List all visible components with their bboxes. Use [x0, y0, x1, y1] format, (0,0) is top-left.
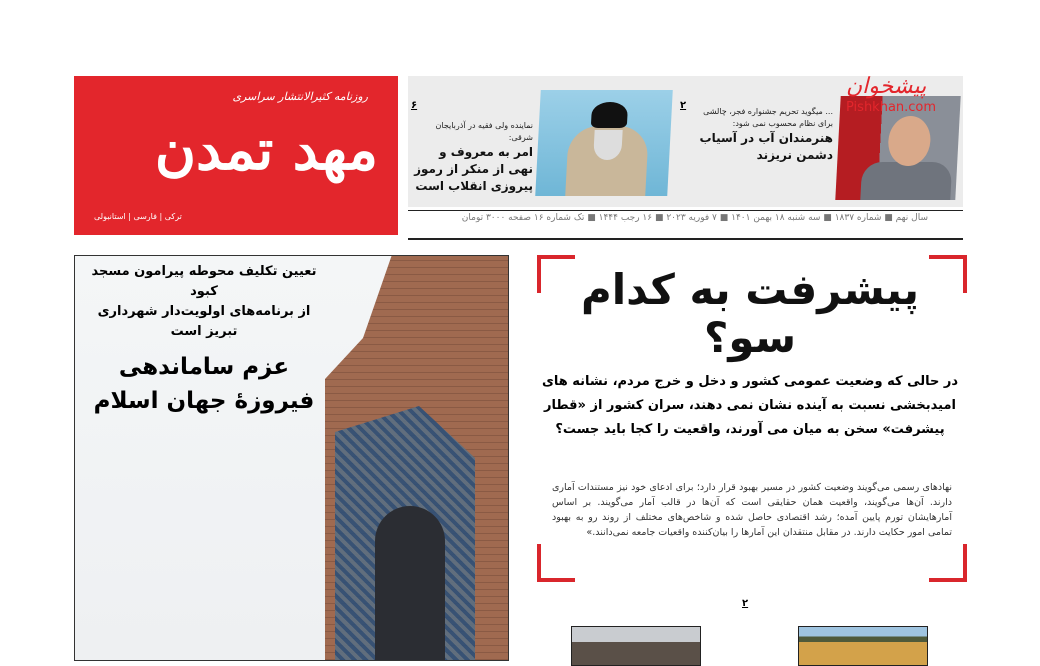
divider	[408, 238, 963, 240]
teaser-page-ref[interactable]: ۲	[680, 100, 687, 111]
dateline: سال نهم ■ شماره ۱۸۳۷ ■ سه شنبه ۱۸ بهمن ۱۴۰۱ ■ ۷ فوریه ۲۰۲۳ ■ ۱۶ رجب ۱۴۴۴ ■ تک شماره ۱۶ صفحه ۳۰۰۰ تومان	[461, 213, 928, 223]
masthead-logo	[74, 76, 398, 235]
main-page-ref[interactable]: ۲	[742, 598, 749, 609]
corner-bracket	[929, 544, 967, 582]
watermark-fa: پیشخوان	[846, 74, 927, 99]
masthead-title: مهد تمدن	[154, 117, 378, 183]
left-story[interactable]	[84, 262, 324, 418]
left-story-headline: فیروزۀ جهان اسلام	[93, 388, 315, 414]
factory-photo	[571, 626, 701, 666]
teaser-2[interactable]	[413, 120, 533, 195]
left-story-kicker: تعیین تکلیف محوطه پیرامون مسجد کبود	[91, 264, 317, 299]
watermark	[846, 74, 936, 116]
main-headline[interactable]: پیشرفت به کدام سو؟	[580, 265, 920, 362]
teaser-kicker: نماینده ولی فقیه در آذربایجان شرقی:	[435, 121, 533, 142]
main-lead: در حالی که وضعیت عمومی کشور و دخل و خرج مردم، نشانه های امیدبخشی نسبت به آینده نشان نمی دهند، سران کشور از «قطار پیشرفت» سخن به میان می آورند، واقعیت را کجا باید جست؟	[541, 374, 959, 437]
masthead-tagline: روزنامه کثیرالانتشار سراسری	[232, 90, 368, 103]
teaser-photo-2	[535, 90, 673, 196]
teaser-headline: امر به معروف و نهی از منکر از رموز پیروزی انقلاب است	[414, 145, 533, 193]
teaser-headline: هنرمندان آب در آسیاب دشمن نریزند	[699, 131, 833, 162]
landscape-photo	[798, 626, 928, 666]
masthead-languages: ترکی | فارسی | استانبولی	[94, 212, 182, 221]
main-body: نهادهای رسمی می‌گویند وضعیت کشور در مسیر بهبود قرار دارد؛ برای ادعای خود نیز مستندات آماری دارند. آن‌ها می‌گویند، واقعیت همان حقایقی است که آن‌ها در قالب آمار می‌گویند. بر اساس آمارهایشان تورم پایین آمده؛ رشد اقتصادی حاصل شده و شاخص‌های مختلف از روند رو به بهبود تمامی امور حکایت دارند. در مقابل منتقدان این آمارها را بیان‌کننده واقعیات جامعه نمی‌دانند.»	[552, 482, 952, 538]
corner-bracket	[537, 544, 575, 582]
left-story-kicker: از برنامه‌های اولویت‌دار شهرداری تبریز است	[97, 304, 311, 339]
divider	[408, 210, 963, 211]
watermark-en: Pishkhan.com	[846, 100, 937, 115]
left-story-headline: عزم ساماندهی	[118, 354, 290, 380]
teaser-1[interactable]	[693, 106, 833, 164]
teaser-page-ref[interactable]: ۶	[411, 100, 418, 111]
teaser-kicker: ... میگوید تحریم جشنواره فجر، چالشی برای نظام محسوب نمی شود:	[703, 107, 833, 128]
